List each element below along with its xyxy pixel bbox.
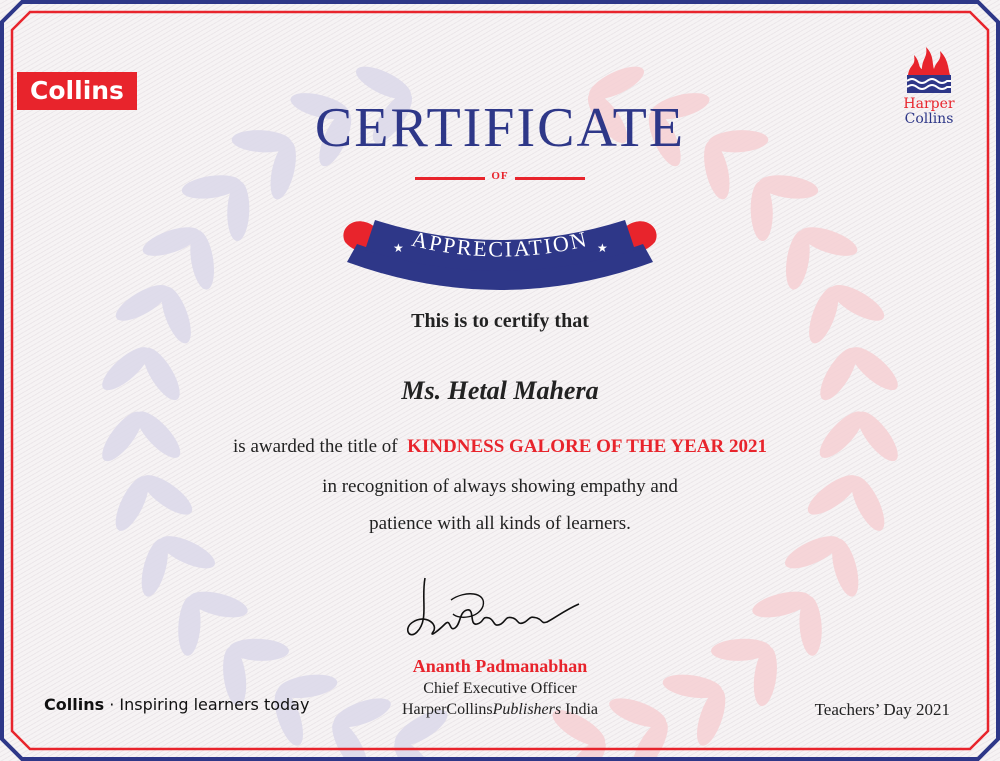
recognition-line-2: patience with all kinds of learners. bbox=[369, 513, 631, 534]
svg-text:★: ★ bbox=[393, 241, 404, 255]
recipient-name: Ms. Hetal Mahera bbox=[401, 376, 599, 405]
ribbon-text: APPRECIATION bbox=[409, 225, 591, 262]
svg-text:★: ★ bbox=[597, 241, 608, 255]
collins-logo-badge: Collins bbox=[17, 72, 137, 110]
footer-tagline-text: · Inspiring learners today bbox=[104, 695, 310, 714]
footer-occasion: Teachers’ Day 2021 bbox=[814, 700, 950, 719]
recognition-line-1: in recognition of always showing empathy and bbox=[322, 476, 678, 497]
certificate-title: CERTIFICATE bbox=[314, 97, 686, 159]
signatory-name: Ananth Padmanabhan bbox=[412, 656, 588, 676]
flame-water-icon bbox=[904, 45, 954, 95]
signature-image bbox=[395, 570, 595, 650]
signatory-role: Chief Executive Officer bbox=[423, 680, 577, 697]
org-name-italic: Publishers bbox=[492, 701, 562, 718]
of-divider bbox=[415, 168, 585, 188]
org-name: HarperCollins bbox=[402, 701, 493, 718]
appreciation-ribbon bbox=[335, 200, 665, 295]
footer-brand: Collins bbox=[44, 695, 105, 714]
award-line bbox=[0, 436, 1000, 458]
publisher-name-line1: Harper bbox=[903, 96, 955, 112]
award-prefix: is awarded the title of bbox=[233, 436, 398, 457]
certify-statement: This is to certify that bbox=[411, 310, 589, 332]
award-title: KINDNESS GALORE OF THE YEAR 2021 bbox=[407, 436, 767, 457]
publisher-name-line2: Collins bbox=[904, 111, 954, 127]
of-label: OF bbox=[491, 170, 509, 182]
org-country: India bbox=[561, 701, 598, 718]
footer-tagline bbox=[44, 695, 309, 714]
